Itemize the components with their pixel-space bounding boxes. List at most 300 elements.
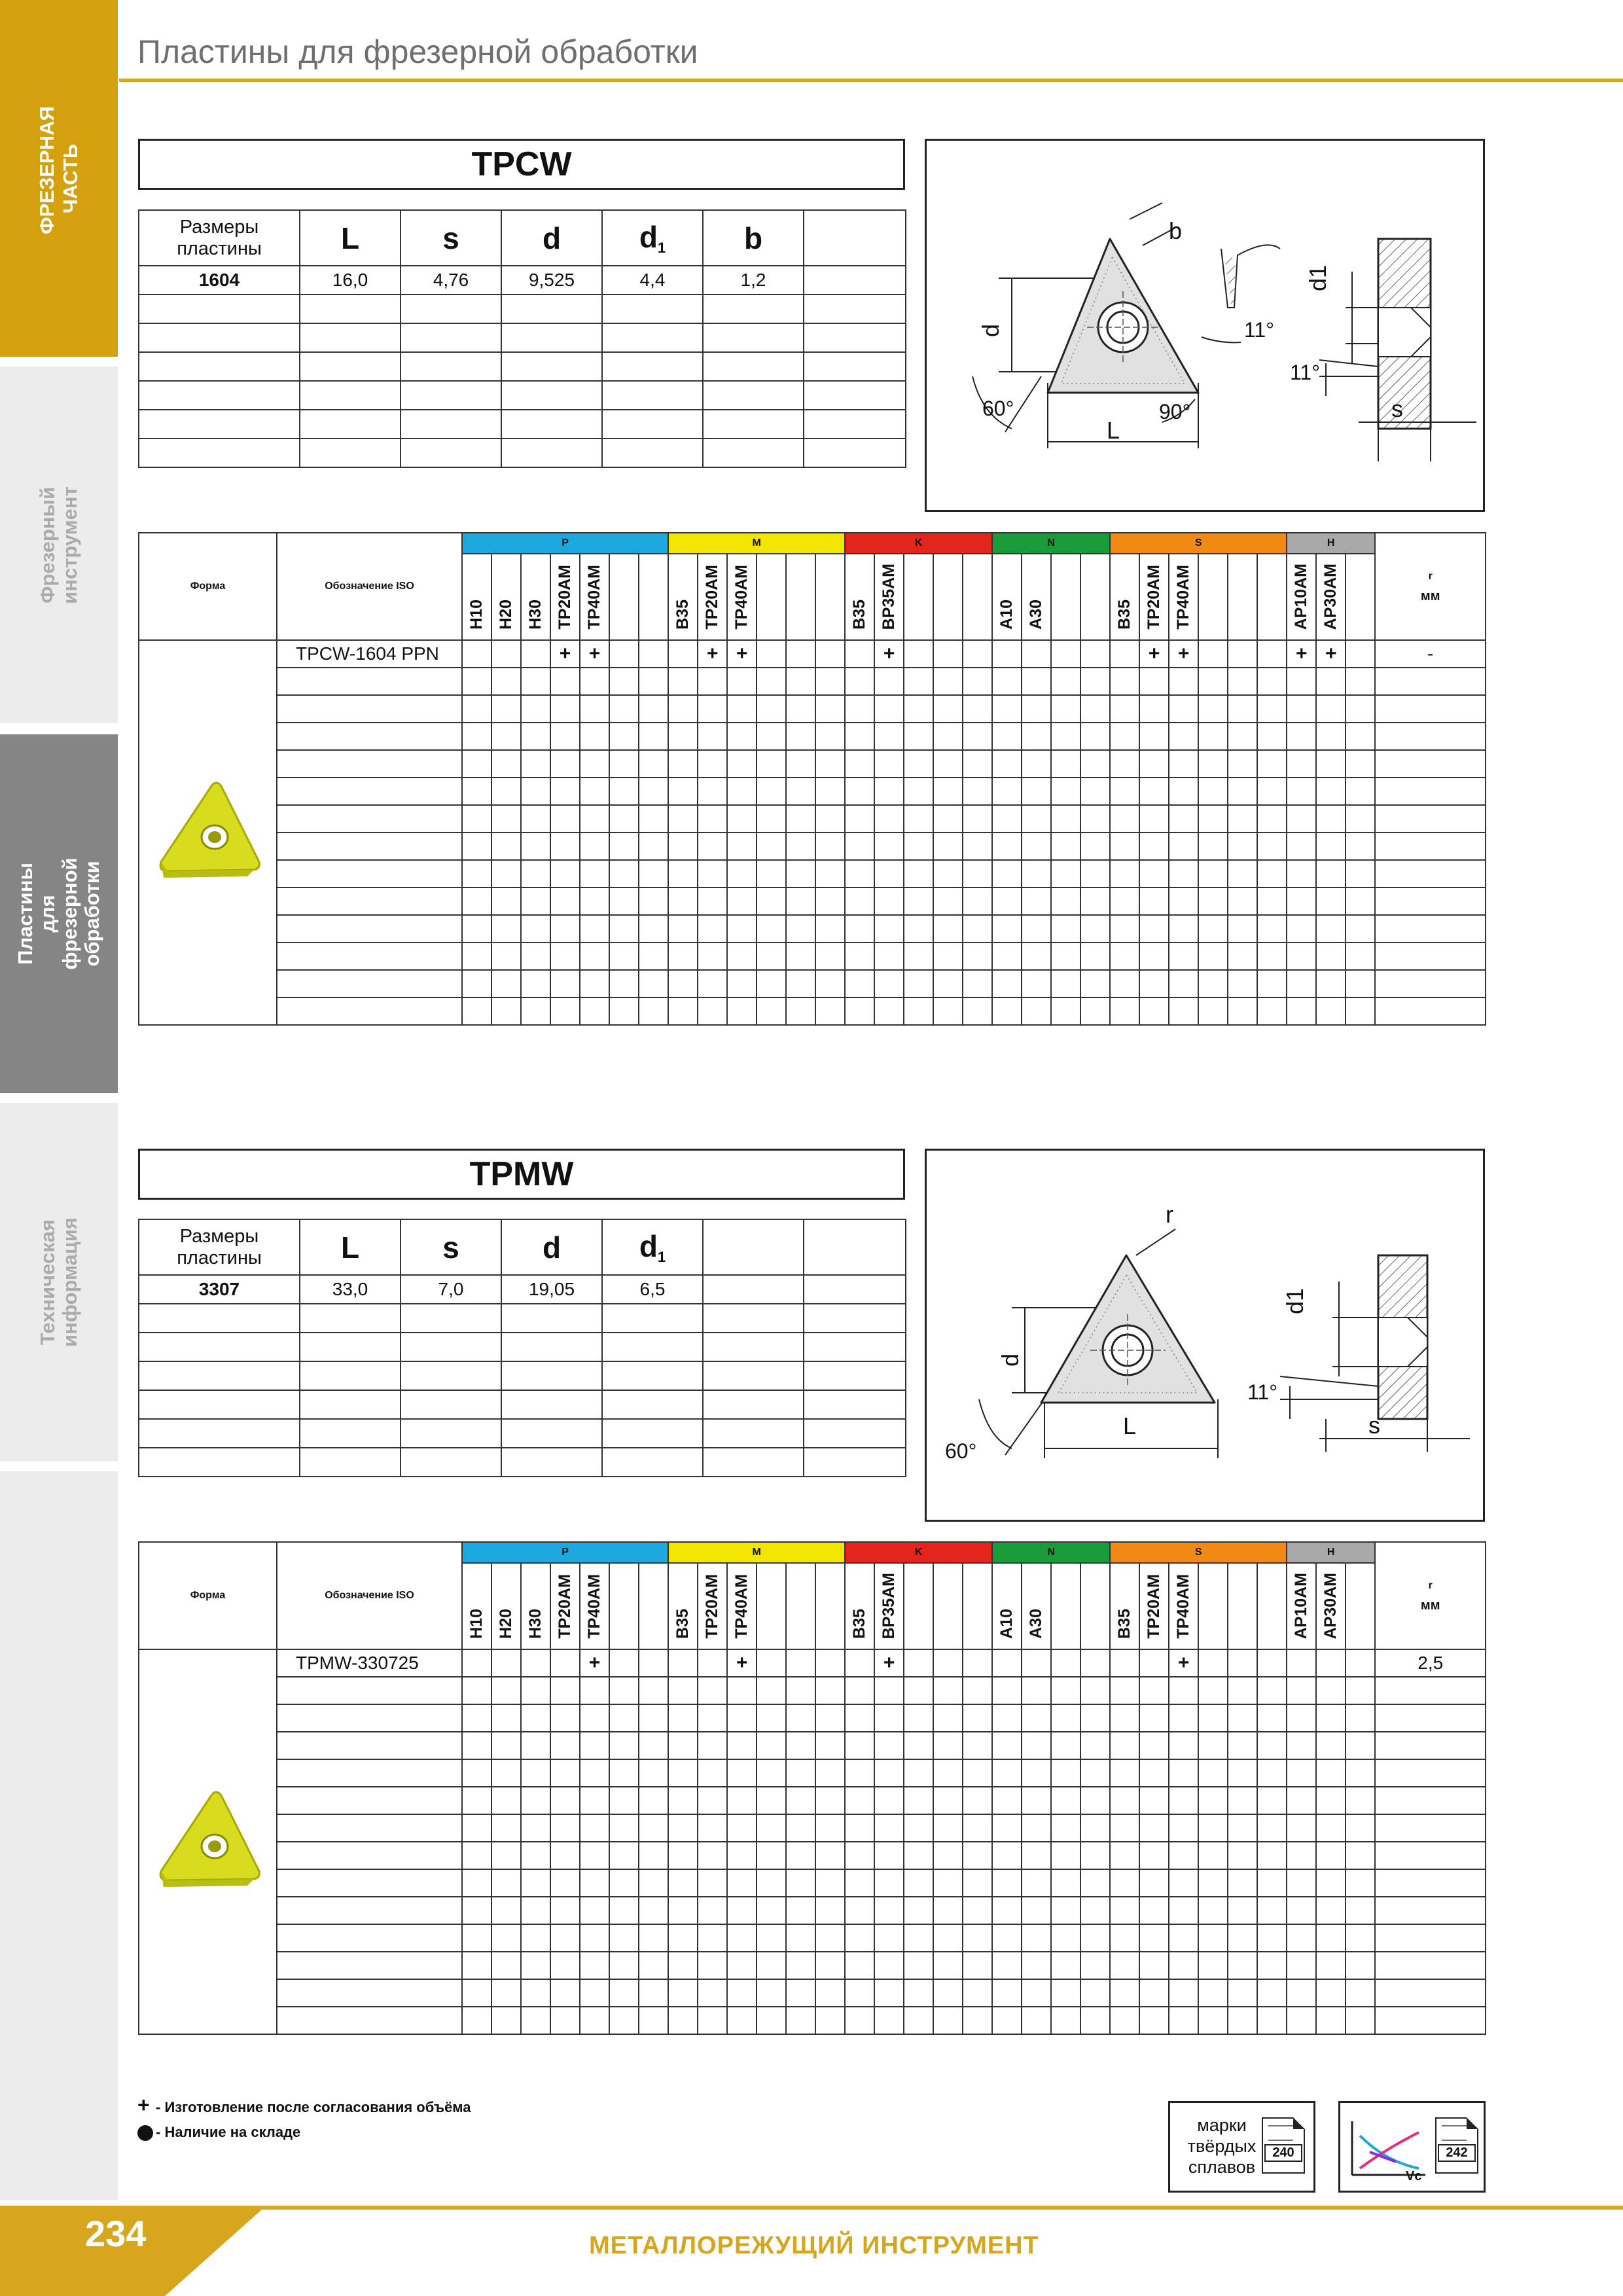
dims-cell bbox=[401, 1390, 501, 1419]
dims-label: Размеры пластины bbox=[139, 210, 300, 266]
grade-header bbox=[1287, 1563, 1316, 1649]
dims-cell bbox=[300, 1390, 401, 1419]
iso-group-h: H bbox=[1287, 533, 1375, 554]
grade-cell bbox=[1169, 1869, 1198, 1897]
grade-cell bbox=[845, 1677, 874, 1704]
grade-cell bbox=[963, 1759, 992, 1787]
radius-cell bbox=[1375, 695, 1486, 723]
grade-cell bbox=[609, 695, 639, 723]
grade-cell bbox=[845, 1924, 874, 1952]
radius-cell bbox=[1375, 860, 1486, 888]
grade-header bbox=[1198, 554, 1228, 640]
grade-cell bbox=[904, 1924, 933, 1952]
dims-cell bbox=[602, 410, 703, 439]
grade-header bbox=[933, 554, 963, 640]
dims-cell bbox=[401, 1419, 501, 1448]
grade-row bbox=[139, 1924, 1486, 1952]
grade-cell bbox=[491, 1842, 521, 1869]
dims-cell bbox=[501, 1304, 602, 1333]
dims-cell bbox=[602, 295, 703, 323]
grade-cell bbox=[786, 997, 815, 1025]
grade-cell bbox=[992, 1787, 1022, 1814]
grade-cell bbox=[1316, 1869, 1346, 1897]
grade-cell bbox=[963, 997, 992, 1025]
grade-cell bbox=[992, 1704, 1022, 1732]
side-tab-label: Фрезерный инструмент bbox=[36, 486, 81, 604]
grades-table bbox=[138, 532, 1486, 1026]
grade-cell bbox=[1346, 860, 1375, 888]
grade-cell bbox=[727, 1897, 757, 1924]
grade-cell bbox=[639, 668, 668, 695]
grade-cell bbox=[757, 805, 786, 833]
grade-cell bbox=[580, 970, 609, 997]
designation-cell bbox=[277, 1842, 462, 1869]
grade-cell bbox=[698, 1759, 727, 1787]
dims-header-row bbox=[139, 1219, 906, 1275]
dims-row bbox=[139, 1304, 906, 1333]
grade-cell bbox=[1346, 1869, 1375, 1897]
grade-cell bbox=[609, 915, 639, 942]
grade-cell bbox=[992, 1649, 1022, 1677]
grade-name: BP35AM bbox=[880, 563, 899, 630]
grade-cell bbox=[1022, 1787, 1051, 1814]
grade-cell bbox=[874, 970, 904, 997]
label-s: s bbox=[1391, 395, 1403, 422]
dims-cell bbox=[401, 1448, 501, 1477]
grade-cell bbox=[963, 942, 992, 970]
dims-cell bbox=[602, 1390, 703, 1419]
grade-cell bbox=[580, 1842, 609, 1869]
grade-cell bbox=[668, 1842, 698, 1869]
grade-row bbox=[139, 1869, 1486, 1897]
grade-cell bbox=[491, 778, 521, 805]
grade-cell bbox=[698, 778, 727, 805]
grade-cell bbox=[874, 833, 904, 860]
grade-cell bbox=[462, 805, 491, 833]
grade-cell bbox=[550, 1952, 580, 1979]
grade-cell bbox=[1022, 1869, 1051, 1897]
vc-label: Vc bbox=[1406, 2169, 1422, 2181]
grade-cell bbox=[1051, 1897, 1080, 1924]
grade-cell bbox=[845, 640, 874, 668]
cutting-speed-ref[interactable] bbox=[1338, 2101, 1486, 2193]
grade-cell bbox=[1257, 1732, 1287, 1759]
grade-cell bbox=[550, 1759, 580, 1787]
grade-cell bbox=[1316, 2007, 1346, 2034]
grade-cell bbox=[992, 1869, 1022, 1897]
grade-cell bbox=[727, 1759, 757, 1787]
grade-header bbox=[1257, 1563, 1287, 1649]
grade-cell bbox=[1051, 1952, 1080, 1979]
grade-cell bbox=[609, 723, 639, 750]
iso-group-s: S bbox=[1110, 533, 1287, 554]
dims-cell bbox=[602, 1448, 703, 1477]
grade-cell bbox=[1139, 1814, 1169, 1842]
grade-cell bbox=[963, 750, 992, 778]
grade-row bbox=[139, 1649, 1486, 1677]
dims-row bbox=[139, 266, 906, 295]
grade-cell bbox=[491, 668, 521, 695]
grade-cell bbox=[668, 695, 698, 723]
grade-band-row bbox=[139, 533, 1486, 554]
grade-cell bbox=[757, 1842, 786, 1869]
grade-cell bbox=[845, 915, 874, 942]
grade-cell bbox=[580, 942, 609, 970]
iso-group-n: N bbox=[992, 533, 1110, 554]
grade-cell bbox=[963, 668, 992, 695]
grade-cell bbox=[757, 1897, 786, 1924]
grade-cell bbox=[609, 2007, 639, 2034]
grade-cell bbox=[1316, 695, 1346, 723]
dims-cell bbox=[501, 439, 602, 467]
grade-cell bbox=[668, 1732, 698, 1759]
dims-cell bbox=[804, 266, 906, 295]
grade-cell bbox=[1169, 915, 1198, 942]
grade-cell bbox=[904, 2007, 933, 2034]
grade-cell bbox=[786, 888, 815, 915]
grade-cell bbox=[1287, 723, 1316, 750]
grade-cell bbox=[727, 1704, 757, 1732]
grade-cell bbox=[1169, 970, 1198, 997]
grade-cell bbox=[580, 1787, 609, 1814]
grade-cell bbox=[904, 668, 933, 695]
dims-cell bbox=[401, 1333, 501, 1361]
radius-cell bbox=[1375, 1814, 1486, 1842]
grade-cell bbox=[639, 970, 668, 997]
grade-cell bbox=[698, 942, 727, 970]
grade-cell bbox=[1110, 1787, 1139, 1814]
grade-header bbox=[1169, 1563, 1198, 1649]
designation-cell bbox=[277, 668, 462, 695]
grade-cell bbox=[491, 1649, 521, 1677]
grade-cell bbox=[462, 1897, 491, 1924]
grade-cell bbox=[1051, 1759, 1080, 1787]
grade-cell bbox=[1346, 1924, 1375, 1952]
grade-name: TP40AM bbox=[585, 1574, 603, 1639]
radius-cell bbox=[1375, 942, 1486, 970]
grade-cell bbox=[550, 1649, 580, 1677]
designation-cell bbox=[277, 1787, 462, 1814]
grade-cell bbox=[874, 2007, 904, 2034]
dims-cell bbox=[602, 352, 703, 381]
grade-cell bbox=[992, 750, 1022, 778]
grade-cell bbox=[668, 970, 698, 997]
label-11-side: 11° bbox=[1290, 361, 1321, 384]
grade-header bbox=[1228, 554, 1257, 640]
grade-cell bbox=[933, 833, 963, 860]
grade-cell bbox=[1022, 1704, 1051, 1732]
grade-cell bbox=[1139, 833, 1169, 860]
grade-cell bbox=[1169, 695, 1198, 723]
grade-cell bbox=[1228, 750, 1257, 778]
dims-cell bbox=[501, 410, 602, 439]
grade-cell bbox=[698, 2007, 727, 2034]
grade-cell bbox=[1287, 1814, 1316, 1842]
grade-cell bbox=[1139, 723, 1169, 750]
grade-cell bbox=[1198, 888, 1228, 915]
grade-cell bbox=[1257, 1704, 1287, 1732]
insert-shape-cell bbox=[139, 640, 277, 1025]
grade-cell bbox=[1169, 1924, 1198, 1952]
grade-header bbox=[757, 554, 786, 640]
grade-cell bbox=[727, 970, 757, 997]
grade-name: TP20AM bbox=[1145, 565, 1164, 630]
grade-cell bbox=[815, 1704, 845, 1732]
page-ref-icon bbox=[1435, 2117, 1478, 2174]
grade-name: AP10AM bbox=[1292, 1572, 1311, 1639]
grade-cell bbox=[1080, 1924, 1110, 1952]
grade-header bbox=[904, 1563, 933, 1649]
grade-cell bbox=[933, 695, 963, 723]
grade-header bbox=[1139, 554, 1169, 640]
radius-cell: - bbox=[1375, 640, 1486, 668]
grade-header bbox=[815, 1563, 845, 1649]
ref-label: марки твёрдых сплавов bbox=[1187, 2115, 1257, 2177]
grade-cell bbox=[757, 1952, 786, 1979]
side-tab-milling-inserts[interactable] bbox=[0, 734, 118, 1093]
grade-cell bbox=[550, 1897, 580, 1924]
ref-page-number: 240 bbox=[1264, 2144, 1302, 2162]
grade-cell bbox=[727, 1924, 757, 1952]
grade-cell bbox=[1080, 942, 1110, 970]
grade-cell: + bbox=[1287, 640, 1316, 668]
grade-header bbox=[904, 554, 933, 640]
grade-cell bbox=[698, 723, 727, 750]
dims-col-header bbox=[804, 210, 906, 266]
grade-cell bbox=[1139, 888, 1169, 915]
grade-cell bbox=[757, 1869, 786, 1897]
grade-cell bbox=[1346, 915, 1375, 942]
grade-cell bbox=[1110, 805, 1139, 833]
dims-cell bbox=[804, 1448, 906, 1477]
grade-cell bbox=[845, 805, 874, 833]
grade-cell bbox=[757, 750, 786, 778]
grade-cell bbox=[963, 640, 992, 668]
side-tab-blank bbox=[0, 1471, 118, 2200]
grade-cell bbox=[1316, 1759, 1346, 1787]
grade-cell bbox=[1287, 668, 1316, 695]
grade-cell bbox=[462, 1924, 491, 1952]
grade-cell bbox=[1316, 833, 1346, 860]
grade-cell bbox=[1139, 1952, 1169, 1979]
dims-cell bbox=[300, 1333, 401, 1361]
grade-cell bbox=[580, 723, 609, 750]
grade-cell bbox=[1139, 2007, 1169, 2034]
grade-cell bbox=[1287, 942, 1316, 970]
side-tab-milling-tools[interactable] bbox=[0, 367, 118, 723]
grade-cell bbox=[639, 1649, 668, 1677]
grade-cell bbox=[1316, 1842, 1346, 1869]
grade-cell bbox=[580, 1924, 609, 1952]
carbide-grades-ref[interactable] bbox=[1168, 2101, 1315, 2193]
side-tab-technical-info[interactable] bbox=[0, 1103, 118, 1462]
grade-cell bbox=[992, 915, 1022, 942]
page-ref-icon bbox=[1262, 2117, 1305, 2174]
grade-cell bbox=[757, 888, 786, 915]
grade-cell bbox=[1228, 723, 1257, 750]
grade-cell bbox=[786, 695, 815, 723]
grade-cell bbox=[1022, 640, 1051, 668]
grade-cell bbox=[1228, 778, 1257, 805]
grade-cell bbox=[1257, 2007, 1287, 2034]
grade-cell bbox=[698, 1814, 727, 1842]
side-tab-milling-part[interactable] bbox=[0, 0, 118, 357]
dims-cell bbox=[602, 323, 703, 352]
grade-cell bbox=[815, 805, 845, 833]
grade-cell bbox=[1110, 668, 1139, 695]
grade-cell bbox=[580, 1869, 609, 1897]
grade-cell bbox=[963, 1869, 992, 1897]
designation-cell bbox=[277, 1677, 462, 1704]
grade-cell bbox=[521, 640, 550, 668]
grade-cell bbox=[874, 1842, 904, 1869]
grade-cell bbox=[963, 1677, 992, 1704]
dims-cell bbox=[139, 1448, 300, 1477]
dims-cell bbox=[602, 381, 703, 410]
grade-cell bbox=[668, 1869, 698, 1897]
grade-cell bbox=[963, 1787, 992, 1814]
grade-cell bbox=[874, 1814, 904, 1842]
grade-cell bbox=[639, 1787, 668, 1814]
grade-cell bbox=[462, 860, 491, 888]
grade-cell bbox=[757, 695, 786, 723]
designation-cell: TPMW-330725 bbox=[277, 1649, 462, 1677]
grade-cell bbox=[904, 1677, 933, 1704]
grade-cell bbox=[1139, 805, 1169, 833]
grade-cell bbox=[1346, 1677, 1375, 1704]
grade-cell bbox=[786, 1787, 815, 1814]
grade-cell bbox=[1346, 1814, 1375, 1842]
grade-cell bbox=[786, 1677, 815, 1704]
grade-cell bbox=[609, 888, 639, 915]
label-11-top: 11° bbox=[1244, 318, 1275, 342]
grade-cell bbox=[1051, 805, 1080, 833]
grade-cell bbox=[1228, 1759, 1257, 1787]
grade-cell bbox=[668, 1924, 698, 1952]
grade-cell bbox=[1022, 2007, 1051, 2034]
grade-cell bbox=[1169, 997, 1198, 1025]
grade-cell bbox=[1257, 640, 1287, 668]
grade-cell bbox=[1257, 833, 1287, 860]
grade-cell bbox=[639, 640, 668, 668]
grade-cell bbox=[1287, 805, 1316, 833]
grade-cell bbox=[874, 1704, 904, 1732]
grade-cell bbox=[904, 805, 933, 833]
grade-cell bbox=[727, 668, 757, 695]
dims-cell bbox=[804, 1275, 906, 1304]
grade-cell bbox=[1110, 1704, 1139, 1732]
grade-cell bbox=[845, 1842, 874, 1869]
grade-cell bbox=[874, 1677, 904, 1704]
grade-cell bbox=[462, 695, 491, 723]
shape-header: Форма bbox=[139, 533, 277, 640]
grade-header bbox=[639, 1563, 668, 1649]
insert-name: TPMW bbox=[469, 1155, 574, 1193]
grade-cell bbox=[1139, 915, 1169, 942]
grade-cell bbox=[727, 1814, 757, 1842]
grade-header bbox=[1228, 1563, 1257, 1649]
grade-cell bbox=[491, 833, 521, 860]
radius-symbol: r bbox=[1428, 1580, 1433, 1591]
dims-cell: 3307 bbox=[139, 1275, 300, 1304]
grade-cell bbox=[727, 1979, 757, 2007]
grade-cell bbox=[698, 1787, 727, 1814]
grade-cell bbox=[550, 750, 580, 778]
grade-cell bbox=[639, 997, 668, 1025]
grade-cell bbox=[845, 860, 874, 888]
grade-cell bbox=[727, 778, 757, 805]
grade-cell bbox=[1022, 1924, 1051, 1952]
grade-cell bbox=[1228, 2007, 1257, 2034]
grade-name: A10 bbox=[997, 600, 1016, 630]
dims-cell bbox=[300, 1304, 401, 1333]
grade-header bbox=[727, 554, 757, 640]
grade-cell bbox=[727, 833, 757, 860]
grade-cell bbox=[609, 668, 639, 695]
grade-cell bbox=[727, 1787, 757, 1814]
grade-cell bbox=[1139, 1732, 1169, 1759]
grade-cell bbox=[698, 1842, 727, 1869]
grade-cell bbox=[815, 668, 845, 695]
grade-cell bbox=[992, 1924, 1022, 1952]
grade-cell bbox=[845, 1952, 874, 1979]
grade-cell bbox=[1139, 1649, 1169, 1677]
dims-cell bbox=[300, 410, 401, 439]
dims-cell bbox=[501, 1448, 602, 1477]
grade-cell bbox=[1228, 970, 1257, 997]
dims-row bbox=[139, 1390, 906, 1419]
grade-cell bbox=[904, 888, 933, 915]
grade-cell bbox=[521, 668, 550, 695]
grade-cell bbox=[698, 1704, 727, 1732]
grade-cell: + bbox=[580, 640, 609, 668]
label-L: L bbox=[1123, 1412, 1137, 1439]
grade-header bbox=[874, 554, 904, 640]
grade-cell bbox=[1051, 640, 1080, 668]
grade-cell bbox=[1198, 750, 1228, 778]
grade-cell bbox=[845, 1787, 874, 1814]
grade-cell bbox=[521, 1759, 550, 1787]
grade-cell bbox=[904, 1979, 933, 2007]
grade-cell bbox=[1051, 1924, 1080, 1952]
grade-cell bbox=[1051, 1677, 1080, 1704]
footer-rule bbox=[0, 2206, 1623, 2210]
grade-cell bbox=[1346, 1842, 1375, 1869]
grade-cell bbox=[727, 860, 757, 888]
grade-cell bbox=[1169, 1704, 1198, 1732]
grade-cell bbox=[1346, 750, 1375, 778]
plus-symbol: + bbox=[137, 2093, 150, 2117]
legend-plus bbox=[137, 2093, 471, 2117]
grade-cell bbox=[815, 1842, 845, 1869]
grade-cell bbox=[1228, 1732, 1257, 1759]
radius-cell bbox=[1375, 1897, 1486, 1924]
dims-cell: 33,0 bbox=[300, 1275, 401, 1304]
grade-name: H20 bbox=[497, 600, 515, 630]
grade-cell bbox=[992, 970, 1022, 997]
radius-cell bbox=[1375, 1979, 1486, 2007]
grade-cell bbox=[1316, 1787, 1346, 1814]
dims-cell bbox=[501, 1390, 602, 1419]
grade-cell bbox=[757, 1704, 786, 1732]
grade-cell bbox=[727, 1842, 757, 1869]
grade-cell bbox=[698, 1869, 727, 1897]
grade-cell bbox=[786, 1759, 815, 1787]
grade-cell bbox=[1080, 723, 1110, 750]
grade-cell bbox=[815, 860, 845, 888]
grade-cell bbox=[1228, 1704, 1257, 1732]
grade-cell bbox=[668, 833, 698, 860]
